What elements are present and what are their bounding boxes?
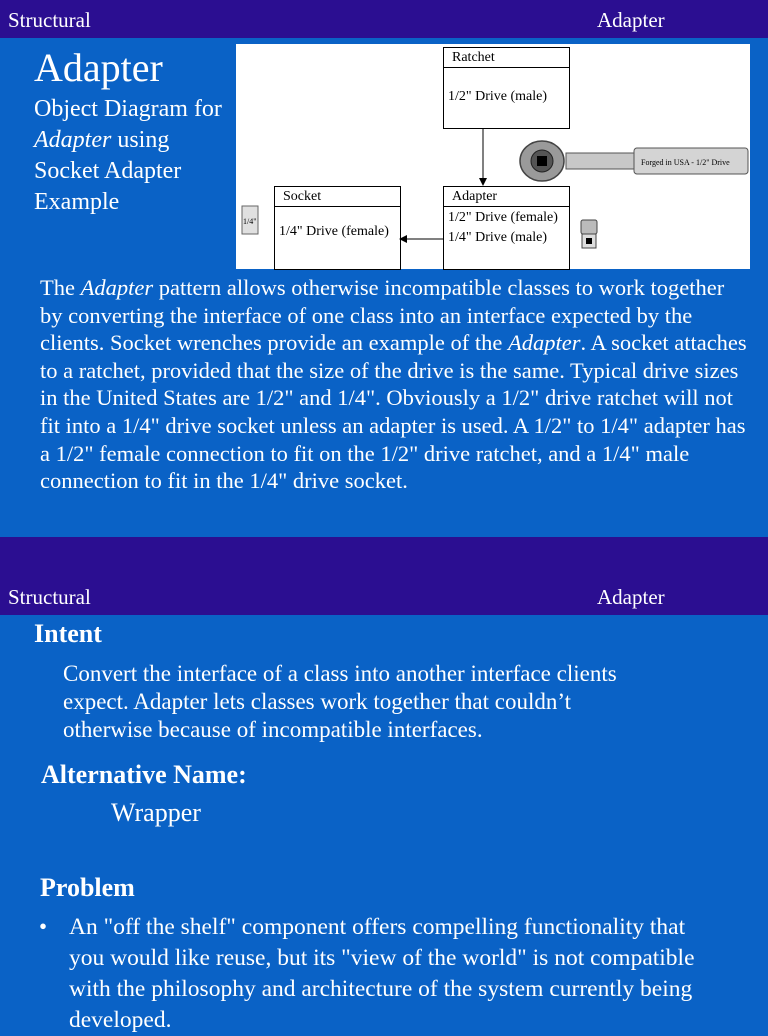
slide1-title: Adapter xyxy=(34,45,163,90)
adapter-socket-arrowhead xyxy=(399,235,407,243)
bullet-icon: • xyxy=(39,914,48,939)
adapter-name: Adapter xyxy=(444,187,569,207)
problem-heading: Problem xyxy=(40,873,135,902)
ratchet-name: Ratchet xyxy=(444,48,569,68)
alternative-name-text: Wrapper xyxy=(111,798,201,827)
problem-bullet-text: An "off the shelf" component offers compelling functionality that you would like reuse, but its "view of the world" is not compatible with the philosophy and architecture of the system currently being developed. xyxy=(69,914,695,1033)
socket-name: Socket xyxy=(275,187,400,207)
alternative-name-heading: Alternative Name: xyxy=(41,760,247,789)
adapter-attr-2: 1/4" Drive (male) xyxy=(448,230,548,245)
slide1-subtitle: Object Diagram for Adapter using Socket Adapter Example xyxy=(34,96,222,215)
object-diagram xyxy=(236,44,750,269)
slide1-header-left: Structural xyxy=(8,8,91,32)
ratchet-adapter-arrowhead xyxy=(479,178,487,186)
adapter-icon xyxy=(581,220,597,248)
diagram-graphics xyxy=(236,44,750,269)
slide1-header-bar xyxy=(0,0,768,38)
slide2-header-right: Adapter xyxy=(597,585,665,609)
slide2-header-bar xyxy=(0,537,768,615)
ratchet-handle-text: Forged in USA - 1/2" Drive xyxy=(641,158,730,167)
adapter-attr-1: 1/2" Drive (female) xyxy=(448,210,558,225)
socket-size-label: 1/4" xyxy=(243,217,257,226)
ratchet-attr: 1/2" Drive (male) xyxy=(448,89,548,104)
socket-attr: 1/4" Drive (female) xyxy=(279,224,389,239)
adapter-description-paragraph: The Adapter pattern allows otherwise incompatible classes to work together by converting the interface of one class into an interface expected by the clients. Socket wrenches provide an example of the Adapter. A socket attaches to a ratchet, provided that the size of the drive is the same. Typical drive sizes in the United States are 1/2" and 1/4". Obviously a 1/2" drive ratchet will not fit into a 1/4" drive socket unless an adapter is used. A 1/2" to 1/4" adapter has a 1/2" female connection to fit on the 1/2" drive ratchet, and a 1/4" male connection to fit in the 1/4" drive socket. xyxy=(40,275,747,494)
slide1-header-right: Adapter xyxy=(597,8,665,32)
intent-text: Convert the interface of a class into another interface clients expect. Adapter lets classes work together that couldn’t otherwise because of incompatible interfaces. xyxy=(63,661,617,742)
slide2-header-left: Structural xyxy=(8,585,91,609)
intent-heading: Intent xyxy=(34,619,102,648)
